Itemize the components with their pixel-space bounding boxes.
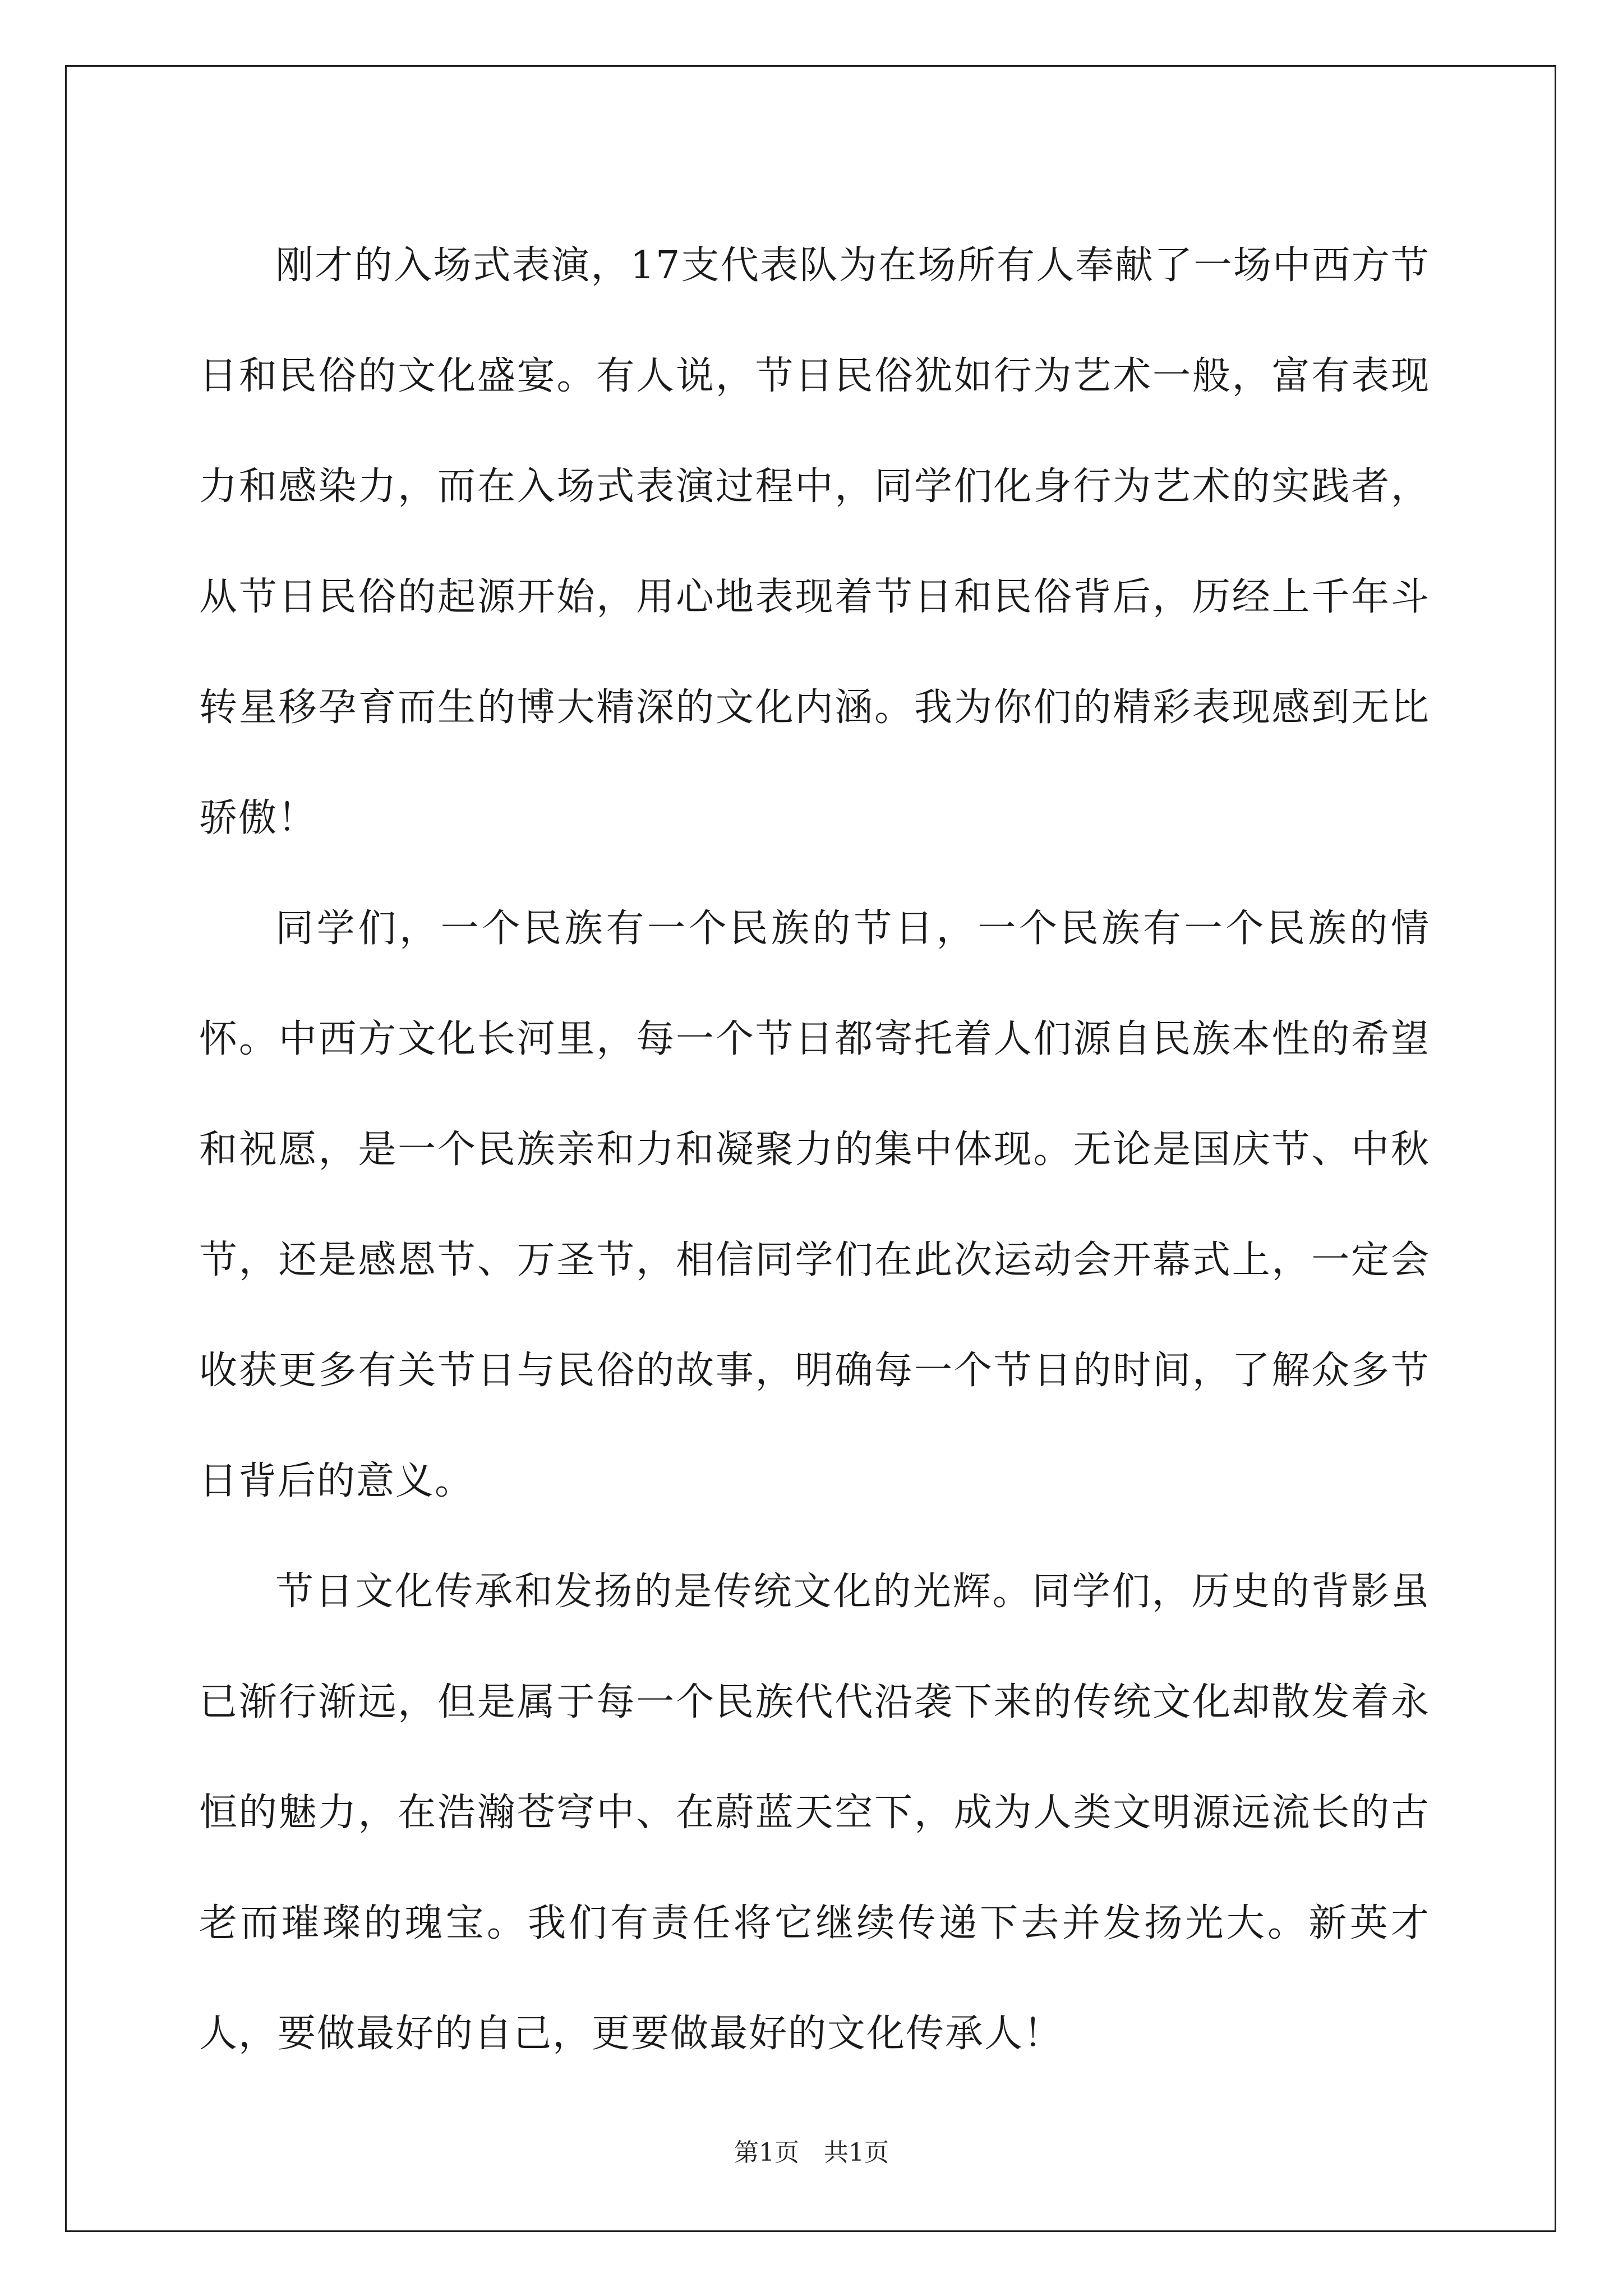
- document-body: [199, 210, 1430, 2089]
- paragraph-2: 同学们，一个民族有一个民族的节日，一个民族有一个民族的情怀。中西方文化长河里，每一个节日都寄托着人们源自民族本性的希望和祝愿，是一个民族亲和力和凝聚力的集中体现。无论是国庆节、中秋节，还是感恩节、万圣节，相信同学们在此次运动会开幕式上，一定会收获更多有关节日与民俗的故事，明确每一个节日的时间，了解众多节日背后的意义。: [199, 907, 1430, 1503]
- paragraph-3: 节日文化传承和发扬的是传统文化的光辉。同学们，历史的背影虽已渐行渐远，但是属于每一个民族代代沿袭下来的传统文化却散发着永恒的魅力，在浩瀚苍穹中、在蔚蓝天空下，成为人类文明源远流长的古老而璀璨的瑰宝。我们有责任将它继续传递下去并发扬光大。新英才人，要做最好的自己，更要做最好的文化传承人！: [199, 1570, 1430, 2056]
- paragraph-1: 刚才的入场式表演，17支代表队为在场所有人奉献了一场中西方节日和民俗的文化盛宴。有人说，节日民俗犹如行为艺术一般，富有表现力和感染力，而在入场式表演过程中，同学们化身行为艺术的实践者，从节日民俗的起源开始，用心地表现着节日和民俗背后，历经上千年斗转星移孕育而生的博大精深的文化内涵。我为你们的精彩表现感到无比骄傲！: [199, 243, 1430, 840]
- page-number-footer: 第1页 共1页: [734, 2138, 889, 2167]
